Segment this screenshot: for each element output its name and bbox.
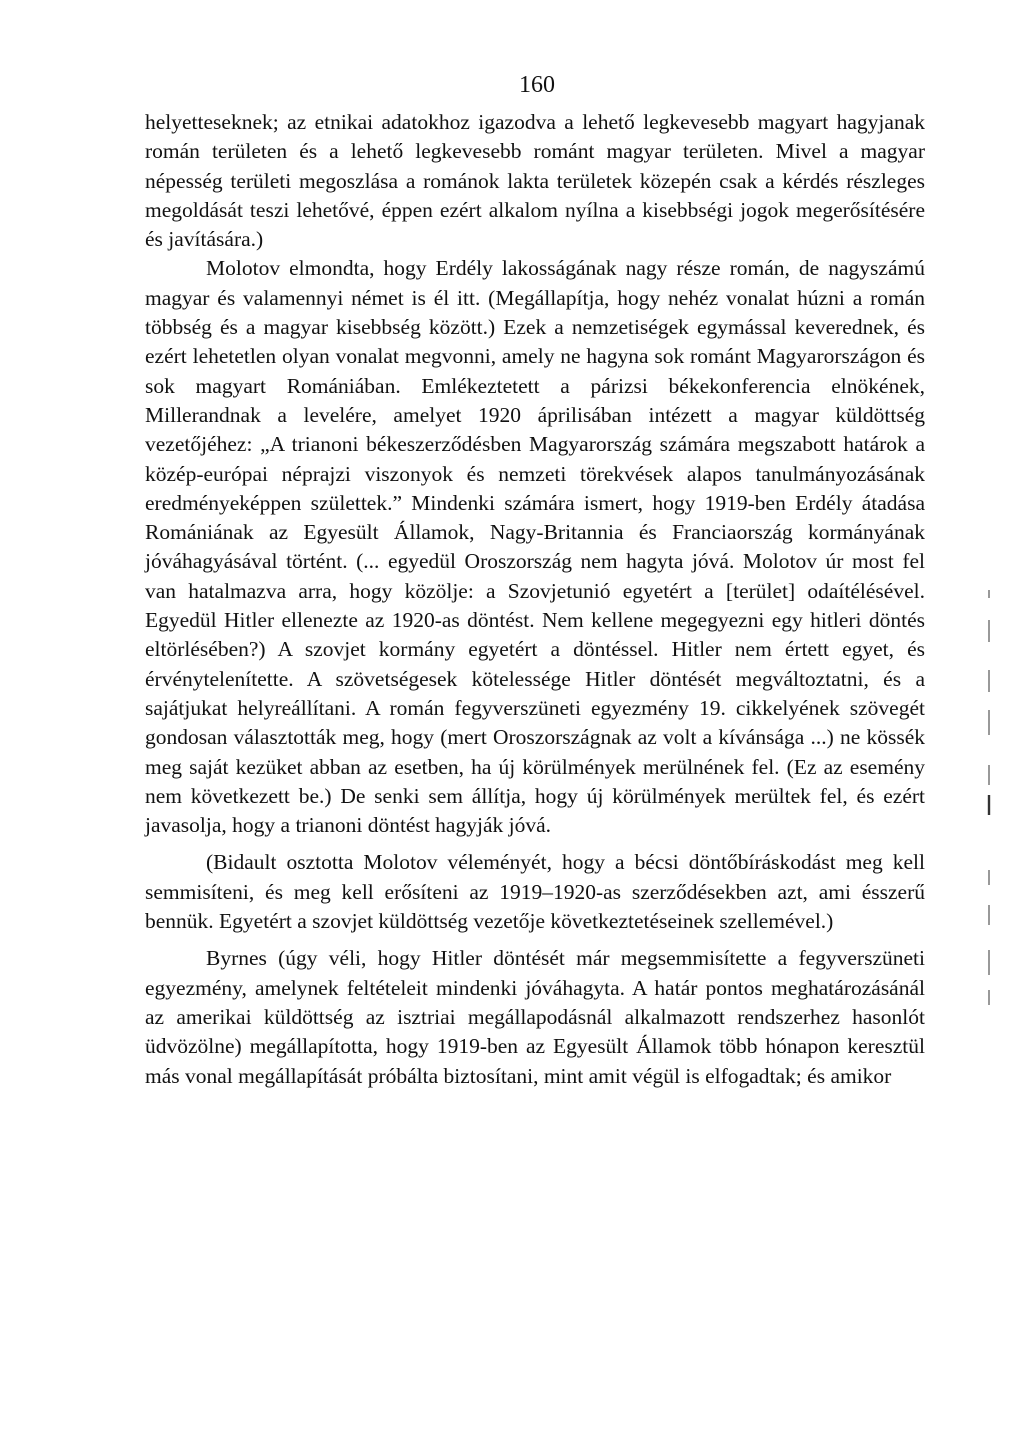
paragraph-1: helyetteseknek; az etnikai adatokhoz igazodva a lehető legkevesebb magyart hagyjanak román területen és a lehető legkevesebb románt magyar területen. Mivel a magyar népesség területi megoszlása a románok lakta területek közepén csak a kérdés részleges megoldását teszi lehetővé, éppen ezért alkalom nyílna a kisebbségi jogok megerősítésére és javítására.) xyxy=(145,110,925,252)
paragraph-4: Byrnes (úgy véli, hogy Hitler döntését már megsemmisítette a fegyverszüneti egyezmény, amelynek feltételeit mindenki jóváhagyta. A határ pontos meghatározásánál az amerikai küldöttség az isztriai megállapodásnál alkalmazott rendszerhez hasonlót üdvözölne) megállapította, hogy 1919-ben az Egyesült Államok több hónapon keresztül más vonal megállapítását próbálta biztosítani, mint amit végül is elfogadtak; és amikor xyxy=(145,946,925,1088)
paragraph-3: (Bidault osztotta Molotov véleményét, hogy a bécsi döntőbíráskodást meg kell semmisíteni, és meg kell erősíteni az 1919–1920-as szerződésekben azt, ami ésszerű bennük. Egyetért a szovjet küldöttség vezetője következtetéseinek szellemével.) xyxy=(145,850,925,934)
paragraph-2: Molotov elmondta, hogy Erdély lakosságának nagy része román, de nagyszámú magyar és valamennyi német is él itt. (Megállapítja, hogy nehéz vonalat húzni a román többség és a magyar kisebbség között.) Ezek a nemzetiségek egymással keverednek, és ezért lehetetlen olyan vonalat megvonni, amely ne hagyna sok románt Magyarországon és sok magyart Romániában. Emlékeztetett a párizsi békekonferencia elnökének, Millerandnak a levelére, amelyet 1920 áprilisában intézett a magyar küldöttség vezetőjéhez: „A trianoni békeszerződésben Magyarország számára megszabott határok a közép-európai néprajzi viszonyok és nemzeti törekvések alapos tanulmányozásának eredményeképpen születtek.” Mindenki számára ismert, hogy 1919-ben Erdély átadása Romániának az Egyesült Államok, Nagy-Britannia és Franciaország kormányának jóváhagyásával történt. (... egyedül Oroszország nem hagyta jóvá. Molotov úr most fel van hatalmazva arra, hogy közölje: a Szovjetunió egyetért a [terület] odaítélésével. Egyedül Hitler ellenezte az 1920-as döntést. Nem kellene megegyezni egy hitleri döntés eltörlésében?) A szovjet kormány egyetért a döntéssel. Hitler nem értett egyet, és érvénytelenítette. A szövetségesek kötelessége Hitler döntését megváltoztatni, és a sajátjukat helyreállítani. A román fegyverszüneti egyezmény 19. cikkelyének szövegét gondosan választották meg, hogy (mert Oroszországnak az volt a kívánsága ...) ne kössék meg saját kezüket abban az esetben, ha új körülmények merülnének fel. (Ez az esemény nem következett be.) De senki sem állítja, hogy új körülmények merültek fel, és ezért javasolja, hogy a trianoni döntést hagyják jóvá. xyxy=(145,256,925,838)
body-text xyxy=(145,108,925,1091)
page-number: 160 xyxy=(519,72,555,98)
margin-scan-marks xyxy=(984,580,1004,1020)
